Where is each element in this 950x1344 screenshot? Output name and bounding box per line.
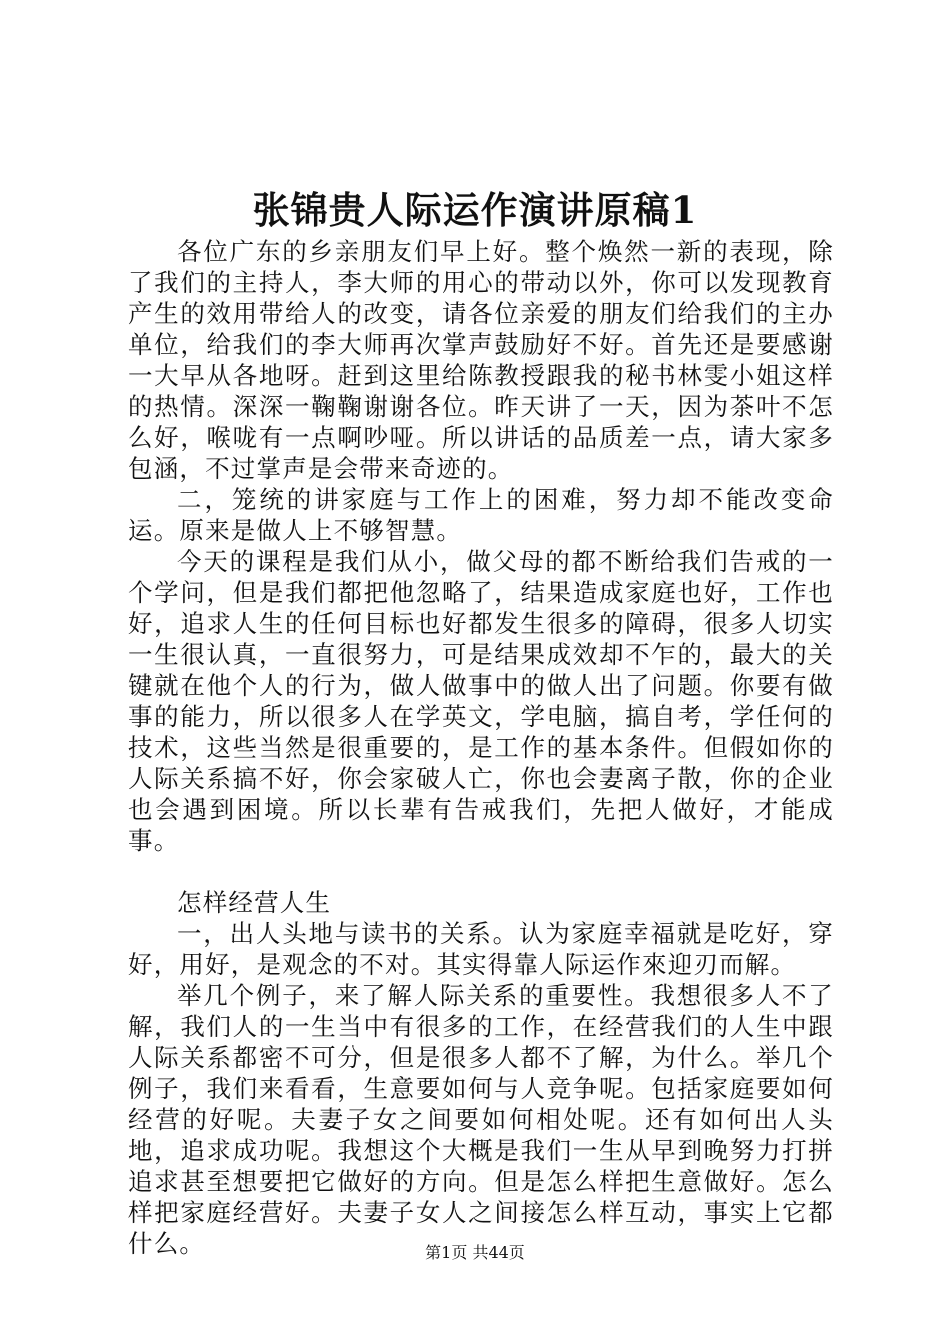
- paragraph-course: 今天的课程是我们从小，做父母的都不断给我们告戒的一个学问，但是我们都把他忽略了，结果造成家庭也好，工作也好，追求人生的任何目标也好都发生很多的障碍，很多人切实一生很认真，一直很努力，可是结果成效却不乍的，最大的关键就在他个人的行为，做人做事中的做人出了问题。你要有做事的能力，所以很多人在学英文，学电脑，搞自考，学任何的技术，这些当然是很重要的，是工作的基本条件。但假如你的人际关系搞不好，你会家破人亡，你也会妻离子散，你的企业也会遇到困境。所以长辈有告戒我们，先把人做好，才能成事。: [128, 547, 834, 855]
- paragraph-greeting: 各位广东的乡亲朋友们早上好。整个焕然一新的表现，除了我们的主持人，李大师的用心的带动以外，你可以发现教育产生的效用带给人的改变，请各位亲爱的朋友们给我们的主办单位，给我们的李大师再次掌声鼓励好不好。首先还是要感谢一大早从各地呀。赶到这里给陈教授跟我的秘书林雯小姐这样的热情。深深一鞠鞠谢谢各位。昨天讲了一天，因为茶叶不怎么好，喉咙有一点啊吵哑。所以讲话的品质差一点，请大家多包涵，不过掌声是会带来奇迹的。: [128, 237, 834, 483]
- document-title: 张锦贵人际运作演讲原稿1: [252, 188, 698, 232]
- document-body: [128, 236, 834, 1259]
- section-heading: 怎样经营人生: [177, 888, 332, 917]
- paragraph-point-two: 二，笼统的讲家庭与工作上的困难，努力却不能改变命运。原来是做人上不够智慧。: [128, 485, 834, 545]
- page-number-footer: 第1页 共44页: [425, 1243, 525, 1262]
- paragraph-point-one: 一，出人头地与读书的关系。认为家庭幸福就是吃好，穿好，用好，是观念的不对。其实得靠人际运作來迎刃而解。: [128, 919, 834, 979]
- paragraph-examples: 举几个例子，来了解人际关系的重要性。我想很多人不了解，我们人的一生当中有很多的工作，在经营我们的人生中跟人际关系都密不可分，但是很多人都不了解，为什么。举几个例子，我们来看看，生意要如何与人竞争呢。包括家庭要如何经营的好呢。夫妻子女之间要如何相处呢。还有如何出人头地，追求成功呢。我想这个大概是我们一生从早到晚努力打拼追求甚至想要把它做好的方向。但是怎么样把生意做好。怎么样把家庭经营好。夫妻子女人之间接怎么样互动，事实上它都什么。: [128, 981, 834, 1258]
